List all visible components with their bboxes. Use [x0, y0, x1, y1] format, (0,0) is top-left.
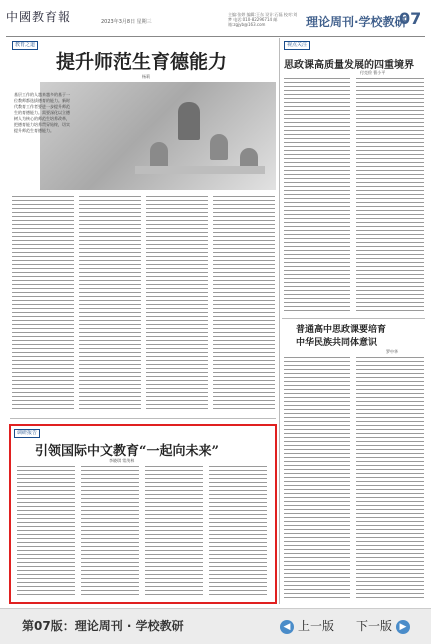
article-tag: 调研报告	[14, 429, 40, 438]
article-byline: 杨莉	[142, 74, 150, 79]
article-body-col	[79, 196, 141, 411]
article-byline: 罗中华	[386, 349, 398, 354]
editor-info: 主编:张婷 编辑:王东 设计:石磊 校对:刘梦 电话:010-82296714 邮箱:zgjyb@163.com	[228, 12, 298, 27]
prev-page-label: 上一版	[298, 619, 335, 633]
teacher-figure	[178, 102, 200, 140]
section-divider	[282, 318, 425, 319]
article-body-col	[209, 466, 267, 600]
article-body-col	[284, 357, 350, 603]
masthead	[6, 4, 425, 37]
page-navigation-bar	[0, 608, 431, 644]
article-byline: 付克俭 曹小平	[360, 70, 386, 75]
prev-page-button[interactable]	[280, 617, 334, 634]
article-tag: 教育之道	[12, 41, 38, 50]
section-divider	[10, 418, 276, 419]
section-title: 理论周刊·学校教研	[306, 15, 407, 29]
article-body-col	[145, 466, 203, 600]
article-headline-line2[interactable]: 中华民族共同体意识	[296, 338, 378, 348]
article-headline[interactable]: 提升师范生育德能力	[56, 51, 228, 73]
article-headline[interactable]: 思政课高质量发展的四重境界	[284, 60, 414, 71]
article-headline[interactable]: 引领国际中文教育“一起向未来”	[35, 444, 219, 459]
newspaper-logo: 中國教育報	[6, 10, 72, 24]
article-body-col	[146, 196, 208, 411]
left-arrow-icon: ◀	[280, 620, 294, 634]
next-page-button[interactable]	[356, 617, 410, 634]
article-intro: 基层工作的人越来越多的基于一位教师都选拔德育的能力。新时代教育工作者要进一步提升师范生的育德能力。需要深化以立德树人为核心的师范生培养改革，把德育能力培养贯穿始终，切实提升师范生育德能力。	[14, 92, 70, 133]
current-page-label: 第07版：理论周刊 · 学校教研	[22, 619, 184, 633]
article-body-col	[12, 196, 74, 411]
page-number: 07	[399, 9, 422, 28]
article-body-col	[213, 196, 275, 411]
student-figure	[150, 142, 168, 168]
article-body-col	[356, 357, 424, 603]
column-divider	[279, 38, 280, 604]
article-body-col	[284, 78, 350, 314]
student-figure	[210, 134, 228, 160]
next-page-label: 下一版	[356, 619, 393, 633]
article-tag: 视点关注	[284, 41, 310, 50]
issue-date: 2023年3月8日 星期三	[101, 19, 152, 25]
article-byline: 李晓琪 常茂林	[109, 458, 135, 463]
selected-article-frame[interactable]	[9, 424, 277, 604]
right-arrow-icon: ▶	[396, 620, 410, 634]
article-body-col	[17, 466, 75, 600]
article-headline-line1[interactable]: 普通高中思政课要培育	[296, 325, 387, 335]
article-photo	[40, 82, 276, 190]
desk	[135, 166, 265, 174]
article-body-col	[81, 466, 139, 600]
article-body-col	[356, 78, 424, 314]
